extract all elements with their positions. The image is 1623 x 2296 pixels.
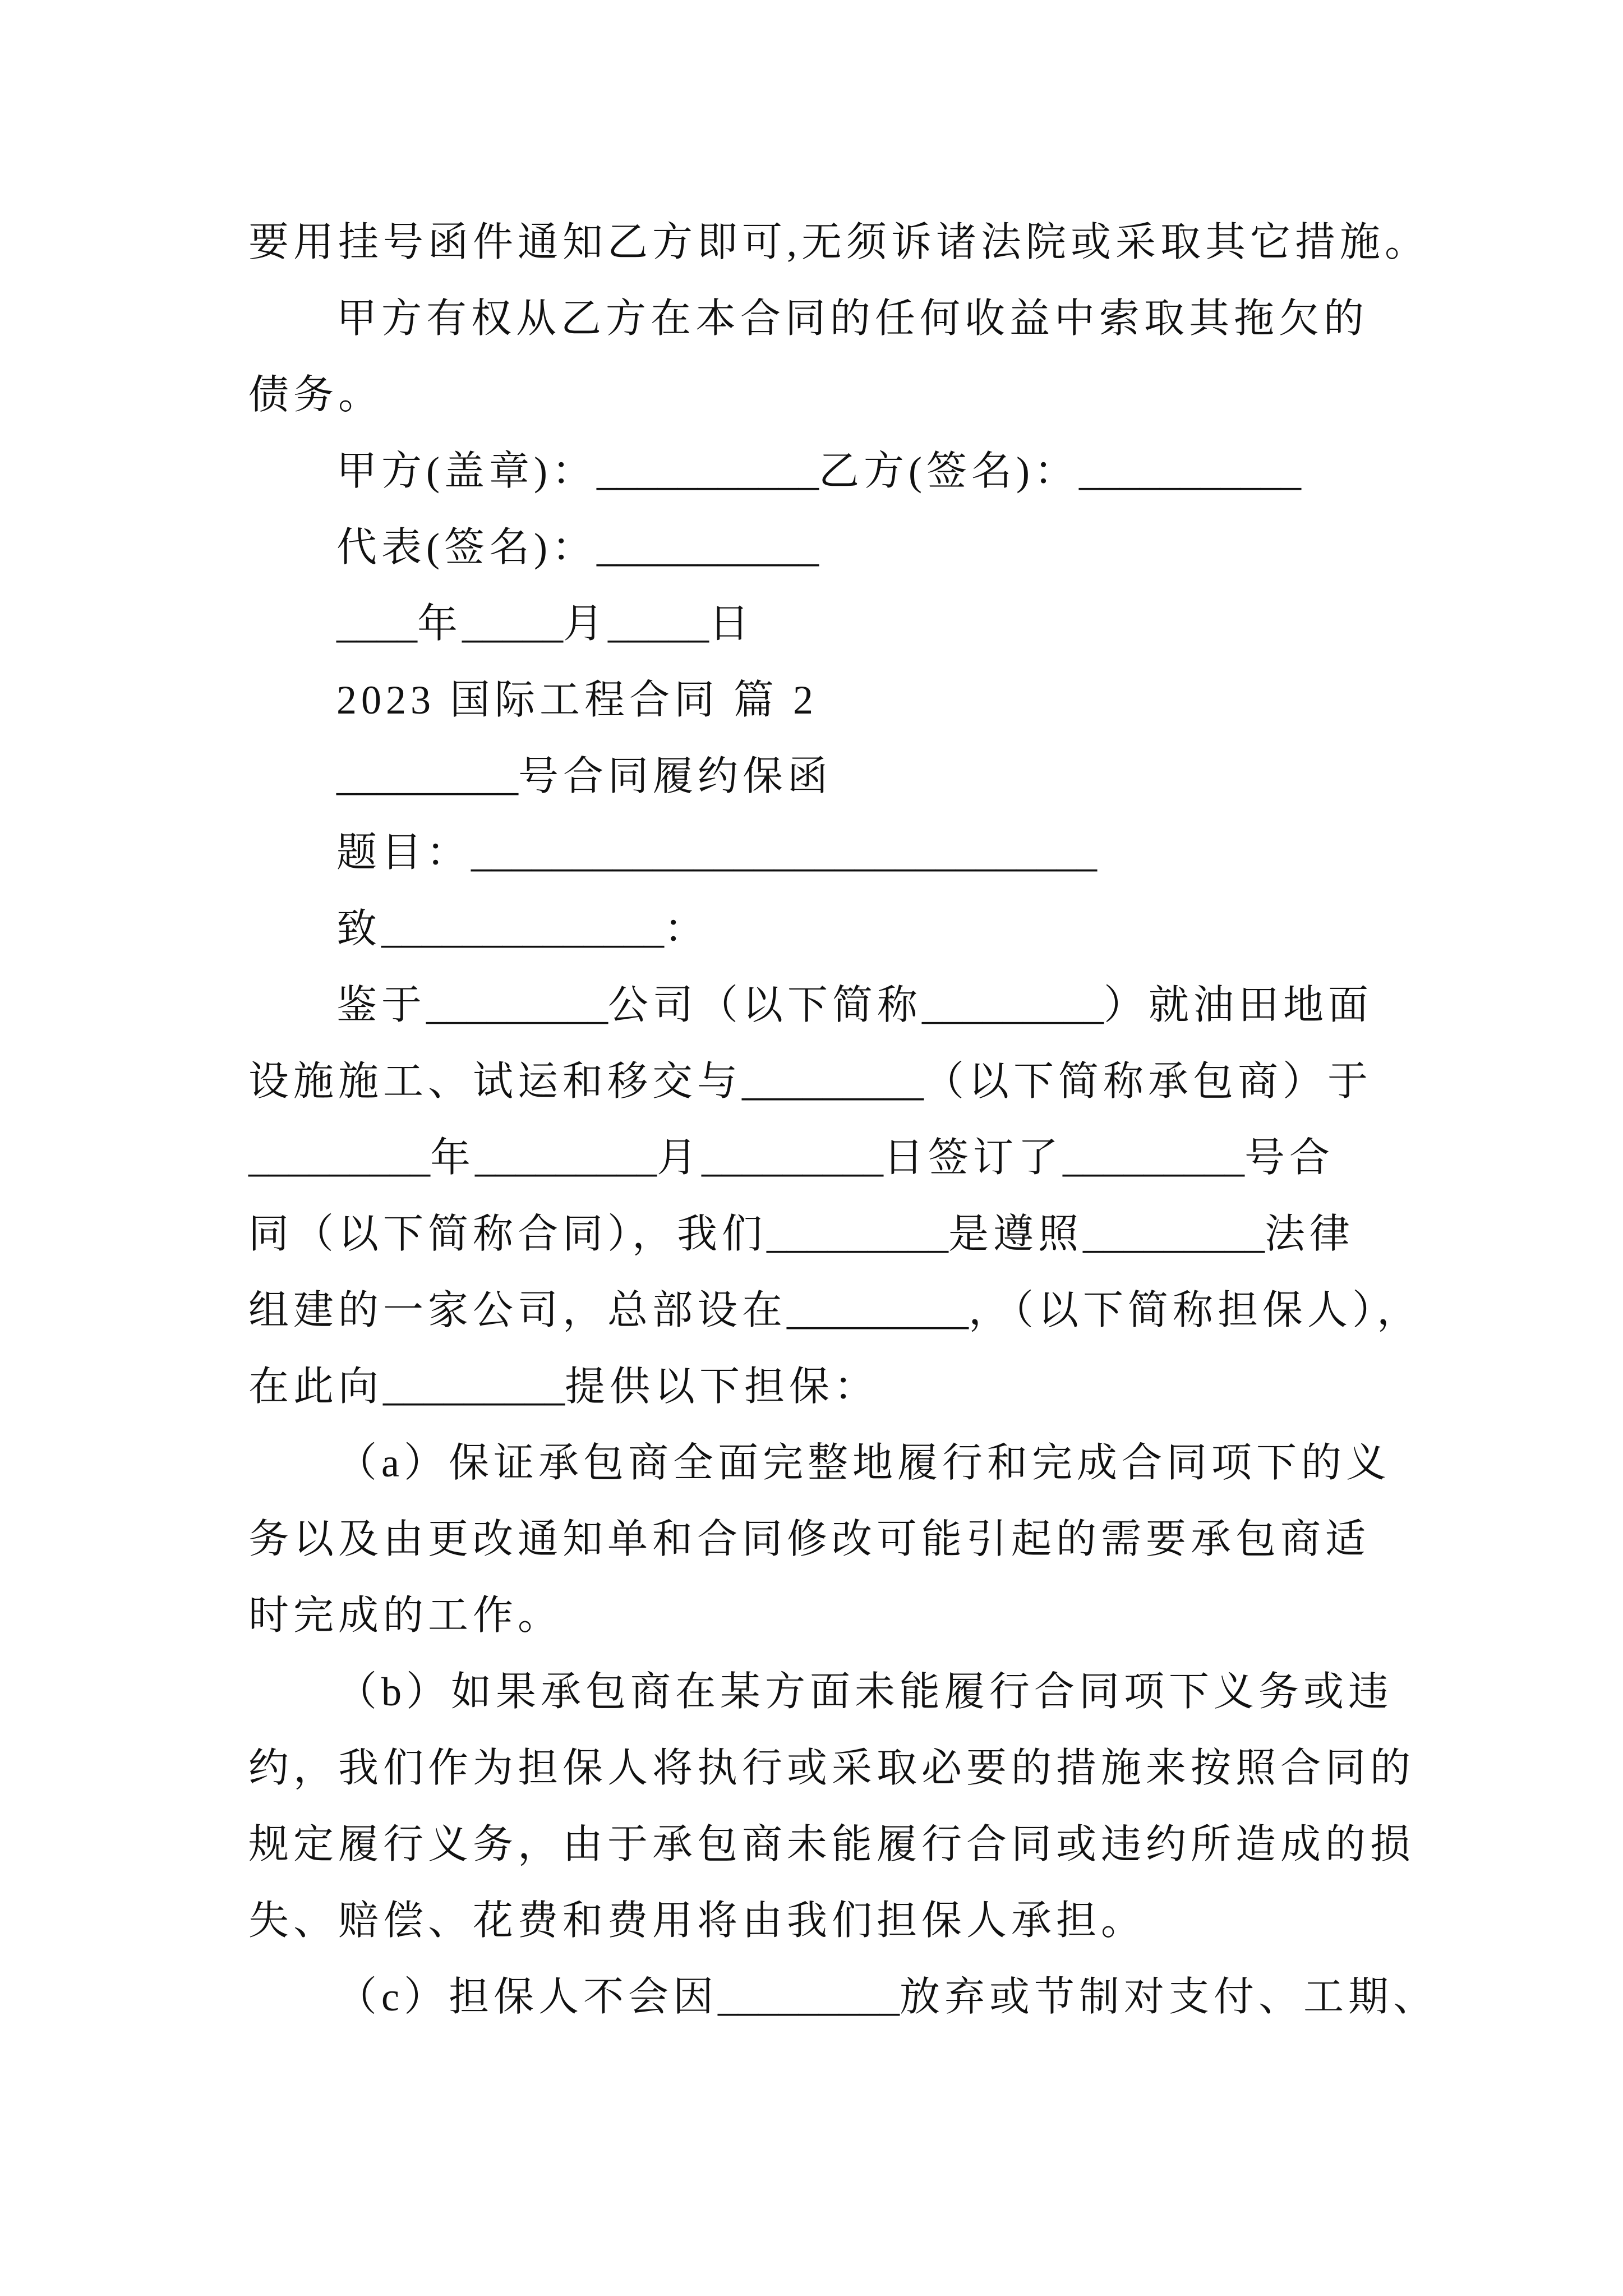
fill-in-blank: _________ xyxy=(336,754,518,799)
fill-in-blank: _________ xyxy=(248,1135,430,1180)
text-line: 组建的一家公司，总部设在_________，（以下简称担保人）， xyxy=(248,1288,1422,1333)
text-line: 要用挂号函件通知乙方即可,无须诉诸法院或采取其它措施。 xyxy=(248,220,1430,265)
fill-in-blank: _________ xyxy=(787,1288,969,1333)
text-line: 设施施工、试运和移交与_________（以下简称承包商）于 xyxy=(248,1059,1373,1104)
fill-in-blank: _________ xyxy=(475,1135,657,1180)
text-line: 同（以下简称合同），我们_________是遵照_________法律 xyxy=(248,1212,1355,1257)
text-line: 规定履行义务，由于承包商未能履行合同或违约所造成的损 xyxy=(248,1822,1415,1867)
signature-block-parties xyxy=(248,433,1538,509)
clause-c xyxy=(248,1959,1538,2035)
subject-line: 题目：_______________________________ xyxy=(336,830,1098,875)
representative-signature-line: 代表(签名)：___________ xyxy=(336,525,819,570)
clause-a xyxy=(248,1425,1538,1654)
subject-block xyxy=(248,815,1538,891)
text-line: 甲方有权从乙方在本合同的任何收益中索取其拖欠的 xyxy=(336,296,1369,341)
text-line: （b）如果承包商在某方面未能履行合同项下义务或违 xyxy=(336,1669,1394,1714)
fill-in-blank: _________ xyxy=(1063,1135,1245,1180)
text-line: （c）担保人不会因_________放弃或节制对支付、工期、 xyxy=(336,1975,1438,2019)
fill-in-blank: _________ xyxy=(426,983,608,1028)
document-body xyxy=(248,204,1538,2035)
guarantee-title: _________号合同履约保函 xyxy=(336,754,833,799)
addressee-line: 致______________： xyxy=(336,907,709,951)
text-line: 时完成的工作。 xyxy=(248,1593,563,1638)
fill-in-blank: _________ xyxy=(922,983,1104,1028)
fill-in-blank: _____ xyxy=(608,601,709,646)
fill-in-blank: _________ xyxy=(742,1059,924,1104)
guarantee-title-block xyxy=(248,738,1538,815)
fill-in-blank: _____ xyxy=(462,601,564,646)
date-block xyxy=(248,586,1538,662)
date-line: ____年_____月_____日 xyxy=(336,601,754,646)
section-heading-block xyxy=(248,662,1538,738)
text-line: 务以及由更改通知单和合同修改可能引起的需要承包商适 xyxy=(248,1517,1371,1562)
signature-block-representative xyxy=(248,509,1538,586)
text-line: （a）保证承包商全面完整地履行和完成合同项下的义 xyxy=(336,1441,1391,1485)
fill-in-blank: ___________ xyxy=(596,525,819,570)
text-line: 鉴于_________公司（以下简称_________）就油田地面 xyxy=(336,983,1373,1028)
fill-in-blank: ______________ xyxy=(381,907,665,951)
clause-b xyxy=(248,1654,1538,1959)
paragraph-recitals xyxy=(248,967,1538,1425)
text-line: 债务。 xyxy=(248,372,384,417)
paragraph-debt-recovery xyxy=(248,280,1538,433)
fill-in-blank: _________ xyxy=(717,1975,900,2019)
addressee-block xyxy=(248,891,1538,967)
fill-in-blank: ___________ xyxy=(1078,449,1301,494)
signature-line-parties: 甲方(盖章)：___________乙方(签名)：___________ xyxy=(336,449,1301,494)
fill-in-blank: _________ xyxy=(1083,1212,1265,1257)
fill-in-blank: _________ xyxy=(767,1212,949,1257)
section-heading: 2023 国际工程合同 篇 2 xyxy=(336,678,818,723)
text-line: 在此向_________提供以下担保： xyxy=(248,1364,879,1409)
text-line: 失、赔偿、花费和费用将由我们担保人承担。 xyxy=(248,1898,1146,1943)
fill-in-blank: _______________________________ xyxy=(471,830,1098,875)
paragraph-continuation xyxy=(248,204,1538,280)
text-line: 约，我们作为担保人将执行或采取必要的措施来按照合同的 xyxy=(248,1746,1415,1791)
fill-in-blank: ___________ xyxy=(596,449,819,494)
fill-in-blank: ____ xyxy=(336,601,417,646)
text-line: _________年_________月_________日签订了_________号合 xyxy=(248,1135,1335,1180)
fill-in-blank: _________ xyxy=(702,1135,884,1180)
fill-in-blank: _________ xyxy=(383,1364,565,1409)
